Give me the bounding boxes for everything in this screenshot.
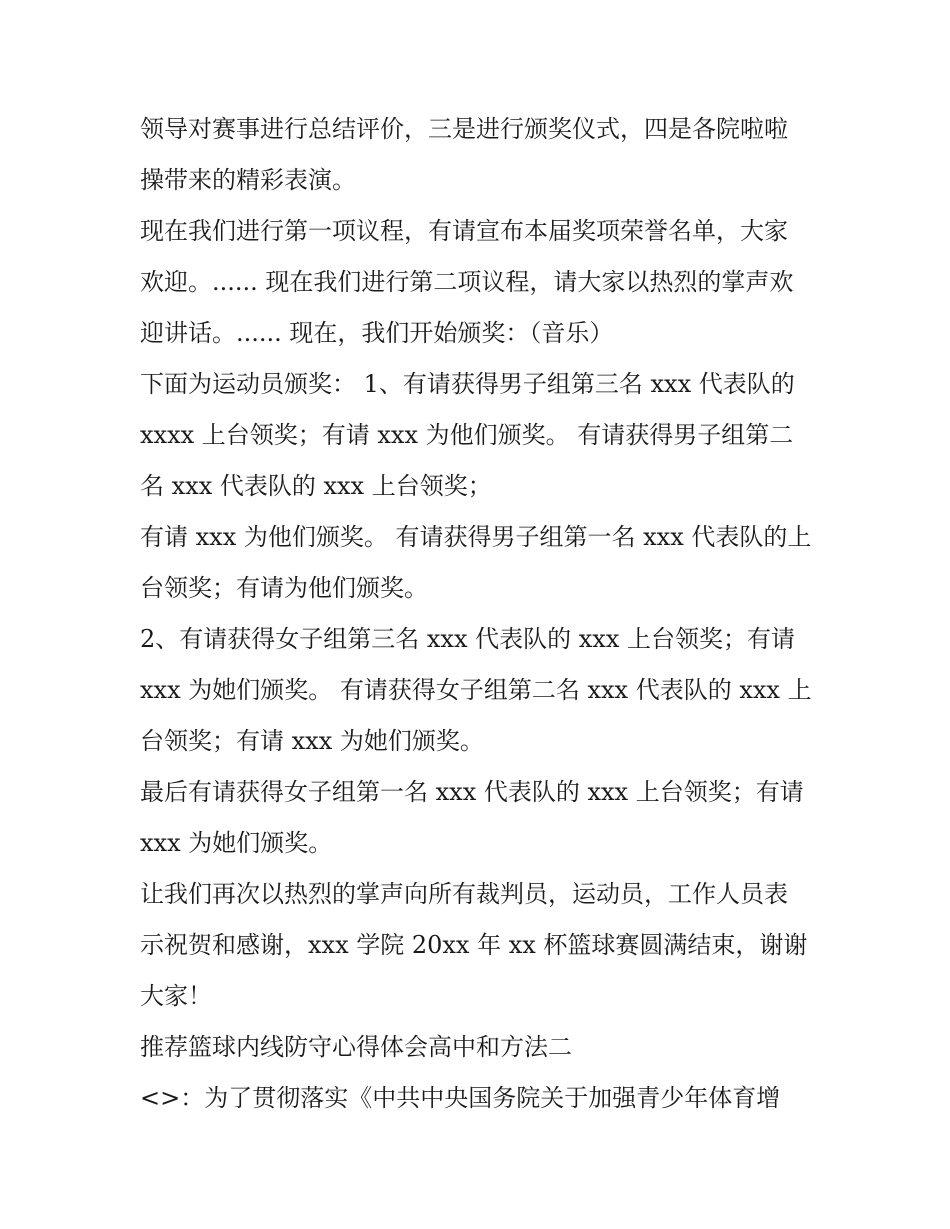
text-line: 操带来的精彩表演。 xyxy=(140,166,356,194)
text-line: xxxx 上台领奖；有请 xxx 为他们颁奖。 有请获得男子组第二 xyxy=(140,421,794,449)
text-line: 现在我们进行第一项议程，有请宣布本届奖项荣誉名单，大家 xyxy=(140,217,788,245)
paragraph-women-third-second xyxy=(140,614,830,767)
text-line: 2、有请获得女子组第三名 xxx 代表队的 xxx 上台领奖；有请 xyxy=(140,625,795,653)
paragraph-men-first xyxy=(140,512,830,614)
paragraph-agenda-items xyxy=(140,206,830,359)
text-line: 最后有请获得女子组第一名 xxx 代表队的 xxx 上台领奖；有请 xyxy=(140,778,804,806)
paragraph-agenda-intro xyxy=(140,104,830,206)
text-line: 名 xxx 代表队的 xxx 上台领奖； xyxy=(140,472,492,500)
paragraph-women-first xyxy=(140,767,830,869)
paragraph-closing xyxy=(140,869,830,1022)
text-line: xxx 为她们颁奖。 xyxy=(140,829,333,857)
text-line: 台领奖；有请为他们颁奖。 xyxy=(140,574,428,602)
text-line: 领导对赛事进行总结评价，三是进行颁奖仪式，四是各院啦啦 xyxy=(140,115,788,143)
paragraph-section-intro xyxy=(140,1073,830,1124)
text-line: 推荐篮球内线防守心得体会高中和方法二 xyxy=(140,1033,572,1061)
text-line: 让我们再次以热烈的掌声向所有裁判员，运动员，工作人员表 xyxy=(140,880,788,908)
text-line: <>：为了贯彻落实《中共中央国务院关于加强青少年体育增 xyxy=(140,1084,781,1112)
text-line: 欢迎。...... 现在我们进行第二项议程，请大家以热烈的掌声欢 xyxy=(140,268,794,296)
text-line: 下面为运动员颁奖： 1、有请获得男子组第三名 xxx 代表队的 xyxy=(140,370,795,398)
text-line: 示祝贺和感谢，xxx 学院 20xx 年 xx 杯篮球赛圆满结束，谢谢 xyxy=(140,931,808,959)
text-line: xxx 为她们颁奖。 有请获得女子组第二名 xxx 代表队的 xxx 上 xyxy=(140,676,812,704)
text-line: 有请 xxx 为他们颁奖。 有请获得男子组第一名 xxx 代表队的上 xyxy=(140,523,812,551)
text-line: 台领奖；有请 xxx 为她们颁奖。 xyxy=(140,727,484,755)
document-body xyxy=(140,104,830,1124)
section-heading xyxy=(140,1022,830,1073)
paragraph-men-third-second xyxy=(140,359,830,512)
text-line: 大家！ xyxy=(140,982,212,1010)
text-line: 迎讲话。...... 现在，我们开始颁奖：（音乐） xyxy=(140,319,614,347)
